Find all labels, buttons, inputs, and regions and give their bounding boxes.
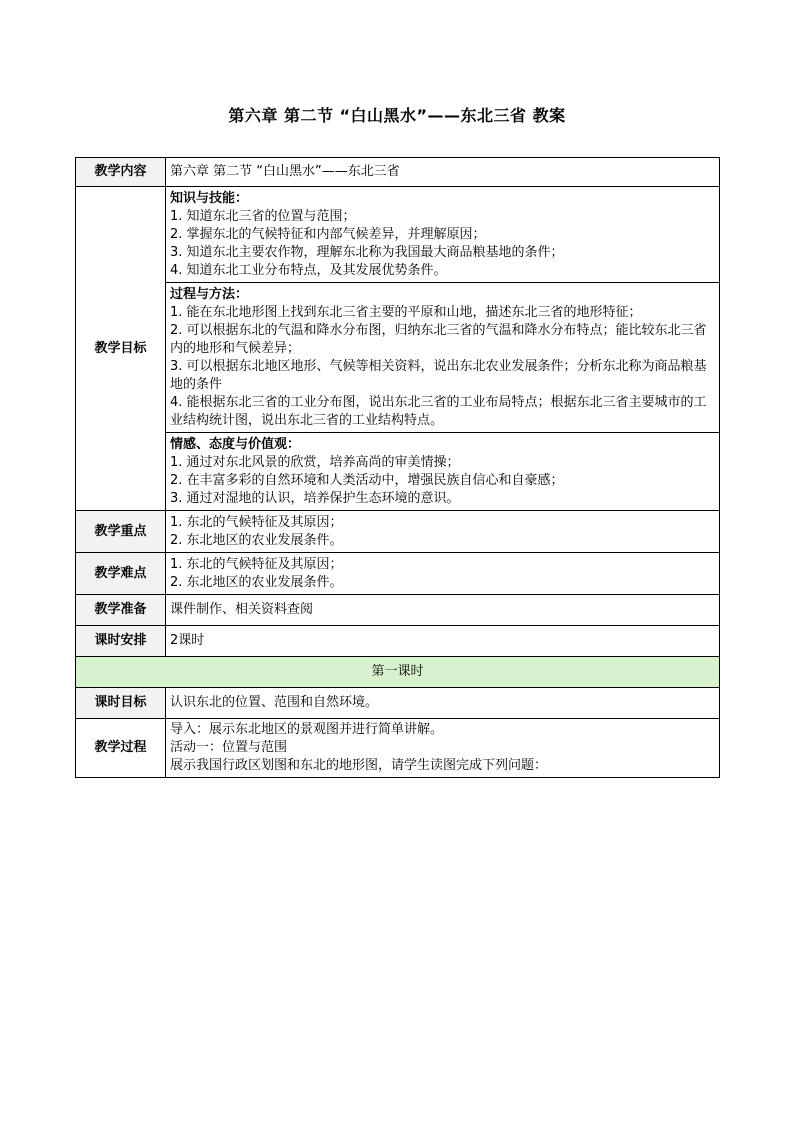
label-teaching-process: 教学过程 bbox=[76, 719, 166, 778]
goals-emotion-item: 1. 通过对东北风景的欣赏，培养高尚的审美情操； bbox=[170, 455, 460, 470]
row-goals-process bbox=[76, 283, 720, 433]
difficult-point-item: 1. 东北的气候特征及其原因； bbox=[170, 556, 343, 572]
label-teaching-content: 教学内容 bbox=[76, 158, 166, 187]
teaching-process-cell bbox=[166, 719, 720, 778]
row-key-points bbox=[76, 511, 720, 553]
label-lesson-goal: 课时目标 bbox=[76, 688, 166, 719]
goals-knowledge-item: 3. 知道东北主要农作物，理解东北称为我国最大商品粮基地的条件； bbox=[170, 245, 564, 260]
goals-process-cell bbox=[166, 283, 720, 433]
process-item: 展示我国行政区划图和东北的地形图，请学生读图完成下列问题： bbox=[170, 758, 548, 773]
goals-knowledge-heading: 知识与技能： bbox=[170, 191, 249, 206]
goals-emotion-cell bbox=[166, 433, 720, 511]
difficult-points-cell bbox=[166, 553, 720, 595]
row-preparation bbox=[76, 595, 720, 626]
value-schedule: 2课时 bbox=[166, 626, 720, 657]
value-lesson-goal: 认识东北的位置、范围和自然环境。 bbox=[166, 688, 720, 719]
label-teaching-goals: 教学目标 bbox=[76, 187, 166, 511]
process-item: 活动一：位置与范围 bbox=[170, 740, 288, 755]
label-schedule: 课时安排 bbox=[76, 626, 166, 657]
row-lesson-goal bbox=[76, 688, 720, 719]
label-preparation: 教学准备 bbox=[76, 595, 166, 626]
goals-emotion-heading: 情感、态度与价值观： bbox=[170, 437, 301, 452]
goals-process-item: 1. 能在东北地形图上找到东北三省主要的平原和山地，描述东北三省的地形特征； bbox=[170, 305, 642, 320]
goals-process-heading: 过程与方法： bbox=[170, 287, 249, 302]
goals-emotion-item: 2. 在丰富多彩的自然环境和人类活动中，增强民族自信心和自豪感； bbox=[170, 473, 564, 488]
row-goals-knowledge bbox=[76, 187, 720, 283]
lesson-plan-table bbox=[75, 157, 720, 778]
key-point-item: 1. 东北的气候特征及其原因； bbox=[170, 514, 343, 530]
value-teaching-content: 第六章 第二节 “白山黑水”——东北三省 bbox=[166, 158, 720, 187]
row-difficult-points bbox=[76, 553, 720, 595]
row-teaching-content bbox=[76, 158, 720, 187]
row-section-first-lesson bbox=[76, 657, 720, 688]
value-preparation: 课件制作、相关资料查阅 bbox=[166, 595, 720, 626]
goals-knowledge-cell bbox=[166, 187, 720, 283]
difficult-point-item: 2. 东北地区的农业发展条件。 bbox=[170, 574, 343, 590]
label-key-points: 教学重点 bbox=[76, 511, 166, 553]
goals-process-item: 3. 可以根据东北地区地形、气候等相关资料，说出东北农业发展条件；分析东北称为商品粮基地的条件 bbox=[170, 359, 707, 392]
goals-knowledge-item: 4. 知道东北工业分布特点，及其发展优势条件。 bbox=[170, 263, 447, 278]
row-goals-emotion bbox=[76, 433, 720, 511]
goals-process-item: 4. 能根据东北三省的工业分布图，说出东北三省的工业布局特点；根据东北三省主要城市的工业结构统计图，说出东北三省的工业结构特点。 bbox=[170, 395, 707, 428]
goals-emotion-item: 3. 通过对湿地的认识，培养保护生态环境的意识。 bbox=[170, 491, 460, 506]
section-first-lesson: 第一课时 bbox=[76, 657, 720, 688]
row-schedule bbox=[76, 626, 720, 657]
document-title: 第六章 第二节 “白山黑水”——东北三省 教案 bbox=[228, 106, 566, 125]
process-item: 导入：展示东北地区的景观图并进行简单讲解。 bbox=[170, 722, 444, 737]
goals-knowledge-item: 1. 知道东北三省的位置与范围； bbox=[170, 209, 356, 224]
label-difficult-points: 教学难点 bbox=[76, 553, 166, 595]
goals-knowledge-item: 2. 掌握东北的气候特征和内部气候差异，并理解原因； bbox=[170, 227, 486, 242]
key-point-item: 2. 东北地区的农业发展条件。 bbox=[170, 532, 343, 548]
key-points-cell bbox=[166, 511, 720, 553]
row-teaching-process bbox=[76, 719, 720, 778]
goals-process-item: 2. 可以根据东北的气温和降水分布图，归纳东北三省的气温和降水分布特点；能比较东北三省内的地形和气候差异； bbox=[170, 323, 707, 356]
